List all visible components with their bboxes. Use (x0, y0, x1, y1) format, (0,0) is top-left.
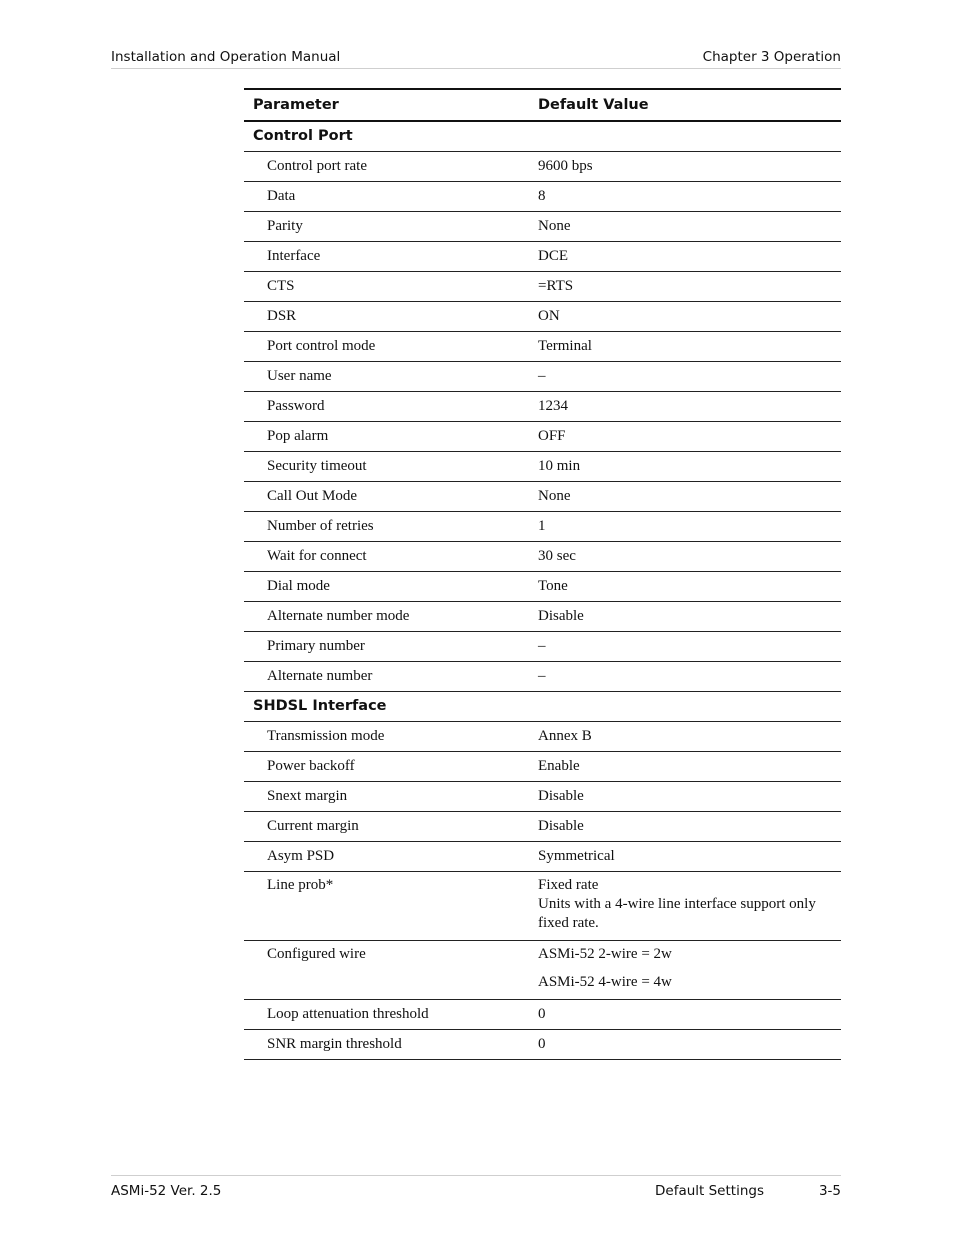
table-row (244, 542, 841, 572)
value-cell: 10 min (529, 452, 841, 482)
value-cell: Annex B (529, 722, 841, 752)
table-row (244, 392, 841, 422)
manual-title: Installation and Operation Manual (111, 49, 341, 65)
table-row (244, 722, 841, 752)
parameter-cell: Primary number (244, 632, 529, 662)
value-cell (529, 872, 841, 941)
parameter-cell: Configured wire (244, 941, 529, 1000)
table-row (244, 482, 841, 512)
parameter-cell: DSR (244, 302, 529, 332)
table-row (244, 422, 841, 452)
page-footer (111, 1175, 841, 1206)
parameter-cell: Number of retries (244, 512, 529, 542)
value-cell: Disable (529, 602, 841, 632)
section-row-control-port (244, 121, 841, 152)
parameter-cell: CTS (244, 272, 529, 302)
parameter-cell: Control port rate (244, 152, 529, 182)
table-row (244, 1030, 841, 1060)
table-row-configured-wire (244, 941, 841, 1000)
table-row-line-prob (244, 872, 841, 941)
value-line: ASMi-52 2-wire = 2w (538, 946, 672, 962)
parameter-cell: Call Out Mode (244, 482, 529, 512)
table-row (244, 602, 841, 632)
value-line: ASMi-52 4-wire = 4w (538, 974, 672, 990)
column-header-parameter: Parameter (244, 89, 529, 121)
value-line: Fixed rate (538, 877, 599, 893)
parameter-cell: Dial mode (244, 572, 529, 602)
table-row (244, 362, 841, 392)
parameter-cell: Data (244, 182, 529, 212)
parameter-cell: Asym PSD (244, 842, 529, 872)
parameter-cell: Security timeout (244, 452, 529, 482)
table-row (244, 1000, 841, 1030)
parameter-cell: Parity (244, 212, 529, 242)
table-row (244, 332, 841, 362)
value-cell: Disable (529, 812, 841, 842)
parameter-cell: SNR margin threshold (244, 1030, 529, 1060)
table-row (244, 572, 841, 602)
value-cell: OFF (529, 422, 841, 452)
value-cell: – (529, 362, 841, 392)
page-header (111, 46, 841, 69)
parameter-cell: Current margin (244, 812, 529, 842)
parameter-cell: Power backoff (244, 752, 529, 782)
value-cell: Disable (529, 782, 841, 812)
table-row (244, 812, 841, 842)
value-cell: 8 (529, 182, 841, 212)
parameter-cell: Loop attenuation threshold (244, 1000, 529, 1030)
table-row (244, 512, 841, 542)
parameter-cell: Alternate number mode (244, 602, 529, 632)
page-number: 3-5 (818, 1183, 841, 1199)
value-cell: Terminal (529, 332, 841, 362)
value-cell (529, 941, 841, 1000)
value-cell: 1 (529, 512, 841, 542)
table-row (244, 272, 841, 302)
value-cell: =RTS (529, 272, 841, 302)
table-row (244, 242, 841, 272)
value-note: Units with a 4-wire line interface support only fixed rate. (538, 896, 816, 931)
value-cell: 1234 (529, 392, 841, 422)
section-title: SHDSL Interface (244, 692, 841, 722)
table-row (244, 182, 841, 212)
parameter-cell: Password (244, 392, 529, 422)
value-cell: Enable (529, 752, 841, 782)
table-row (244, 782, 841, 812)
parameter-cell: User name (244, 362, 529, 392)
table-row (244, 152, 841, 182)
value-cell: None (529, 482, 841, 512)
table-row (244, 752, 841, 782)
value-cell: – (529, 632, 841, 662)
parameter-cell: Alternate number (244, 662, 529, 692)
table-row (244, 302, 841, 332)
section-title: Control Port (244, 121, 841, 152)
parameter-cell: Wait for connect (244, 542, 529, 572)
value-cell: 9600 bps (529, 152, 841, 182)
parameter-cell: Line prob* (244, 872, 529, 941)
value-cell: Symmetrical (529, 842, 841, 872)
parameter-cell: Port control mode (244, 332, 529, 362)
table-row (244, 452, 841, 482)
chapter-title: Chapter 3 Operation (702, 49, 841, 65)
value-cell: None (529, 212, 841, 242)
column-header-default-value: Default Value (529, 89, 841, 121)
value-cell: 0 (529, 1000, 841, 1030)
parameter-cell: Transmission mode (244, 722, 529, 752)
default-settings-table (244, 88, 841, 1060)
value-cell: – (529, 662, 841, 692)
value-cell: Tone (529, 572, 841, 602)
table-row (244, 842, 841, 872)
section-row-shdsl-interface (244, 692, 841, 722)
table-row (244, 632, 841, 662)
table-row (244, 212, 841, 242)
parameter-cell: Snext margin (244, 782, 529, 812)
value-cell: ON (529, 302, 841, 332)
value-cell: 30 sec (529, 542, 841, 572)
table-header-row (244, 89, 841, 121)
value-cell: DCE (529, 242, 841, 272)
value-cell: 0 (529, 1030, 841, 1060)
product-version: ASMi-52 Ver. 2.5 (111, 1183, 222, 1199)
table-row (244, 662, 841, 692)
parameter-cell: Interface (244, 242, 529, 272)
section-name: Default Settings (655, 1183, 764, 1199)
parameter-cell: Pop alarm (244, 422, 529, 452)
